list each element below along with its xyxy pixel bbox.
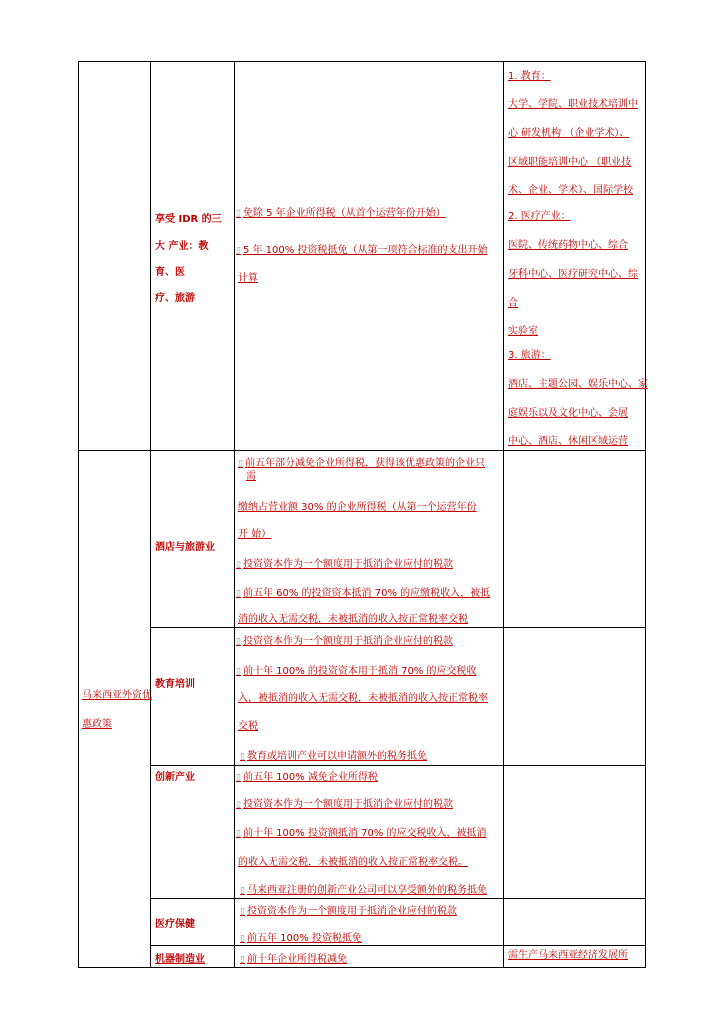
medical-line-2-text: 前五年 100% 投资税抵免 xyxy=(246,933,362,944)
bullet-marker: ▯ xyxy=(236,209,241,219)
education-line-1-text: 投资资本作为一个额度用于抵消企业应付的税款 xyxy=(242,636,453,647)
table-border-top xyxy=(78,61,646,62)
idr-category-line-2: 大 产业：教 xyxy=(155,241,209,252)
column-divider-1 xyxy=(150,61,151,968)
bullet-marker: ▯ xyxy=(236,773,241,783)
idr-note-13: 庭娱乐以及文化中心、会展 xyxy=(508,408,628,419)
idr-policy-1 xyxy=(236,208,446,220)
bullet-marker: ▯ xyxy=(236,829,241,839)
row-divider-hotel xyxy=(150,627,646,628)
idr-policy-2 xyxy=(236,245,487,257)
hotel-category: 酒店与旅游业 xyxy=(155,542,215,553)
innovation-line-2 xyxy=(236,799,453,811)
education-category: 教育培训 xyxy=(155,679,195,690)
idr-policy-2-text: 5 年 100% 投资税抵免（从第一项符合标准的支出开始 xyxy=(242,245,488,256)
hotel-line-2: 需 xyxy=(246,471,256,482)
idr-policy-2-cont: 计算 xyxy=(238,273,258,284)
machinery-line-1 xyxy=(240,954,347,966)
idr-note-12: 酒店、主题公园、娱乐中心、家 xyxy=(508,379,648,390)
idr-category-line-1: 享受 IDR 的三 xyxy=(155,214,222,225)
idr-note-5: 术、企业、学术）、国际学校 xyxy=(508,185,633,196)
bullet-marker: ▯ xyxy=(236,800,241,810)
bullet-marker: ▯ xyxy=(238,459,243,469)
medical-line-1-text: 投资资本作为一个额度用于抵消企业应付的税款 xyxy=(246,906,457,917)
education-line-2-text: 前十年 100% 的投资资本用于抵消 70% 的应交税收 xyxy=(242,666,477,677)
idr-note-3: 心 研发机构 （企业学术）、 xyxy=(508,128,630,139)
bullet-marker: ▯ xyxy=(240,752,245,762)
bullet-marker: ▯ xyxy=(240,907,245,917)
bullet-marker: ▯ xyxy=(236,637,241,647)
education-line-4: 交税 xyxy=(238,721,258,732)
machinery-line-1-text: 前十年企业所得税减免 xyxy=(246,954,347,965)
innovation-line-1-text: 前五年 100% 减免企业所得税 xyxy=(242,772,378,783)
bullet-marker: ▯ xyxy=(236,560,241,570)
idr-note-9: 合 xyxy=(508,298,518,309)
bullet-marker: ▯ xyxy=(236,667,241,677)
idr-note-11: 3. 旅游： xyxy=(508,350,551,361)
idr-note-8: 牙科中心、医疗研究中心、综 xyxy=(508,269,638,280)
innovation-line-5-text: 马来西亚注册的创新产业公司可以享受额外的税务抵免 xyxy=(246,885,487,896)
medical-line-2 xyxy=(240,933,362,945)
idr-category-line-4: 疗、旅游 xyxy=(155,293,195,304)
column-divider-2 xyxy=(234,61,235,968)
education-line-1 xyxy=(236,636,453,648)
row-header-line-2: 惠政策 xyxy=(82,719,112,730)
table-border-right xyxy=(645,61,646,968)
idr-category-line-3: 育、医 xyxy=(155,267,185,278)
hotel-line-7: 消的收入无需交税，未被抵消的收入按正常税率交税 xyxy=(238,614,468,625)
education-line-5 xyxy=(240,751,427,763)
idr-note-10: 实验室 xyxy=(508,326,538,337)
hotel-line-4: 开 始） xyxy=(238,529,272,540)
hotel-line-6-text: 前五年 60% 的投资资本抵消 70% 的应缴税收入，被抵 xyxy=(242,588,491,599)
row-header-line-1: 马来西亚外资优 xyxy=(82,690,152,701)
idr-policy-1-text: 免除 5 年企业所得税（从首个运营年份开始） xyxy=(242,208,446,219)
table-border-bottom xyxy=(78,967,646,968)
innovation-line-3 xyxy=(236,828,486,840)
column-divider-3 xyxy=(503,61,504,968)
innovation-line-5 xyxy=(240,885,487,897)
row-divider-medical xyxy=(150,945,646,946)
machinery-note: 需生产马来西亚经济发展所 xyxy=(508,950,628,961)
idr-note-4: 区域职能培训中心 （职业技 xyxy=(508,157,632,168)
hotel-line-1 xyxy=(238,458,485,470)
hotel-line-1-text: 前五年部分减免企业所得税，获得该优惠政策的企业只 xyxy=(244,458,485,469)
innovation-category: 创新产业 xyxy=(155,772,195,783)
idr-note-1: 1. 教育： xyxy=(508,71,551,82)
hotel-line-6 xyxy=(236,588,490,600)
bullet-marker: ▯ xyxy=(240,934,245,944)
idr-note-6: 2. 医疗产业： xyxy=(508,211,571,222)
innovation-line-1 xyxy=(236,772,378,784)
row-divider-innovation xyxy=(150,898,646,899)
table-border-left xyxy=(78,61,79,968)
hotel-line-5 xyxy=(236,559,453,571)
innovation-line-2-text: 投资资本作为一个额度用于抵消企业应付的税款 xyxy=(242,799,453,810)
medical-category: 医疗保健 xyxy=(155,919,195,930)
bullet-marker: ▯ xyxy=(240,955,245,965)
row-divider-idr xyxy=(78,450,646,451)
education-line-3: 入，被抵消的收入无需交税，未被抵消的收入按正常税率 xyxy=(238,693,488,704)
bullet-marker: ▯ xyxy=(236,589,241,599)
hotel-line-5-text: 投资资本作为一个额度用于抵消企业应付的税款 xyxy=(242,559,453,570)
bullet-marker: ▯ xyxy=(236,246,241,256)
hotel-line-3: 缴纳占营业额 30% 的企业所得税（从第一个运营年份 xyxy=(238,502,477,513)
bullet-marker: ▯ xyxy=(240,886,245,896)
medical-line-1 xyxy=(240,906,457,918)
idr-note-7: 医院、传统药物中心、综合 xyxy=(508,240,628,251)
row-divider-education xyxy=(150,765,646,766)
innovation-line-4: 的收入无需交税，未被抵消的收入按正常税率交税。 xyxy=(238,857,468,868)
machinery-category: 机器制造业 xyxy=(155,954,205,965)
education-line-2 xyxy=(236,666,476,678)
idr-note-2: 大学、学院、职业技术培训中 xyxy=(508,99,638,110)
education-line-5-text: 教育或培训产业可以申请额外的税务抵免 xyxy=(246,751,427,762)
innovation-line-3-text: 前十年 100% 投资额抵消 70% 的应交税收入，被抵消 xyxy=(242,828,487,839)
idr-note-14: 中心、酒店、休闲区域运营 xyxy=(508,436,628,447)
